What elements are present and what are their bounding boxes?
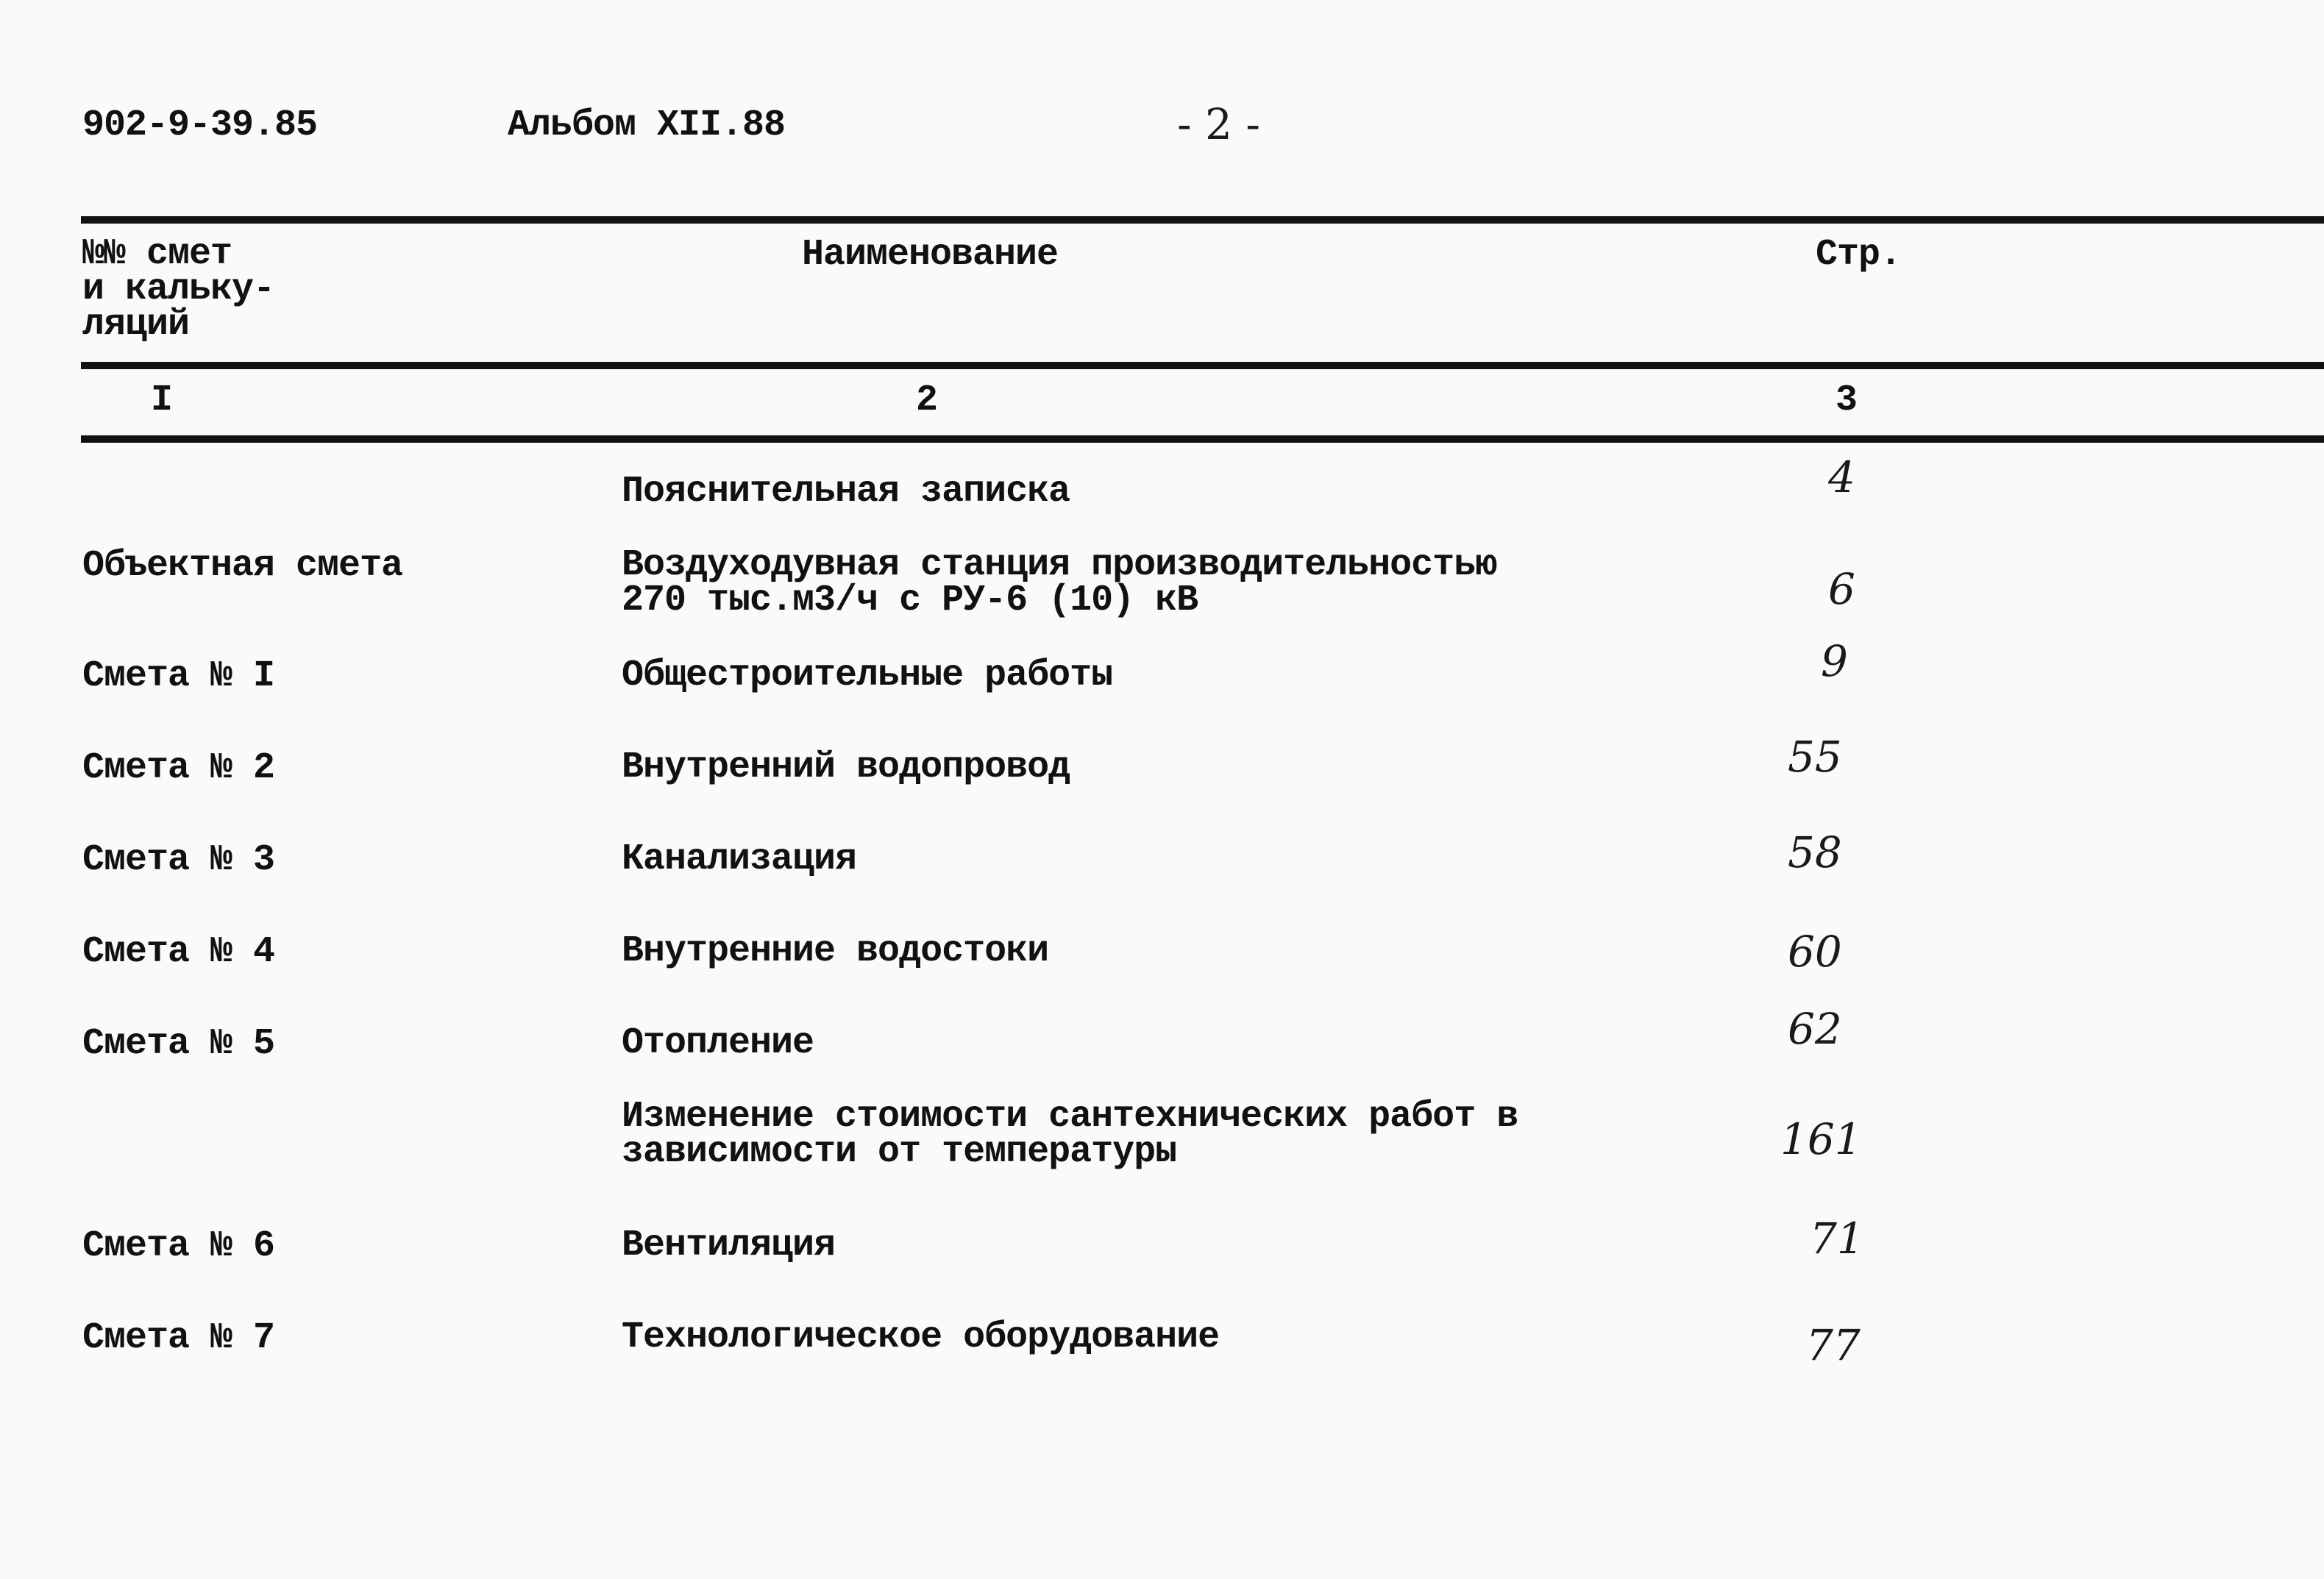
header-divider-rule — [81, 362, 2324, 369]
row-name: Отопление — [622, 1022, 814, 1064]
table-top-rule — [81, 216, 2324, 224]
row-name: Пояснительная записка — [622, 471, 1070, 513]
column-number-1: I — [151, 379, 173, 421]
column-header-name: Наименование — [802, 234, 1059, 276]
row-page: 55 — [1788, 732, 1842, 782]
row-code: Смета № 4 — [82, 931, 275, 973]
row-name: Внутренние водостоки — [622, 930, 1049, 972]
row-page: 161 — [1780, 1114, 1862, 1164]
row-name: Технологическое оборудование — [622, 1316, 1220, 1358]
column-header-code: №№ смет и кальку- ляций — [82, 233, 275, 346]
row-code: Смета № 2 — [82, 747, 275, 789]
column-header-page: Стр. — [1816, 234, 1902, 276]
row-name: Изменение стоимости сантехнических работ в зависимости от температуры — [622, 1096, 1518, 1173]
row-page: 62 — [1788, 1004, 1842, 1054]
column-number-3: 3 — [1836, 379, 1858, 421]
row-code: Объектная смета — [82, 545, 403, 587]
row-page: 4 — [1828, 452, 1855, 502]
row-code: Смета № 3 — [82, 839, 275, 881]
row-name: Общестроительные работы — [622, 655, 1113, 696]
row-page: 71 — [1810, 1213, 1864, 1263]
body-top-rule — [81, 435, 2324, 443]
document-code: 902-9-39.85 — [82, 104, 318, 146]
row-code: Смета № I — [82, 655, 275, 697]
row-name: Воздуходувная станция производительностью 270 тыс.м3/ч с РУ-6 (10) кВ — [622, 544, 1497, 621]
row-page: 9 — [1821, 636, 1848, 686]
row-code: Смета № 5 — [82, 1023, 275, 1065]
row-name: Вентиляция — [622, 1225, 836, 1266]
row-name: Внутренний водопровод — [622, 746, 1070, 788]
row-page: 58 — [1788, 827, 1842, 877]
row-code: Смета № 7 — [82, 1317, 275, 1359]
row-name: Канализация — [622, 838, 857, 880]
album-label: Альбом XII.88 — [508, 104, 786, 146]
row-code: Смета № 6 — [82, 1225, 275, 1267]
page-number: - 2 - — [1177, 99, 1260, 149]
row-page: 77 — [1806, 1320, 1861, 1370]
row-page: 6 — [1828, 564, 1855, 614]
row-page: 60 — [1788, 927, 1842, 977]
column-number-2: 2 — [916, 379, 938, 421]
